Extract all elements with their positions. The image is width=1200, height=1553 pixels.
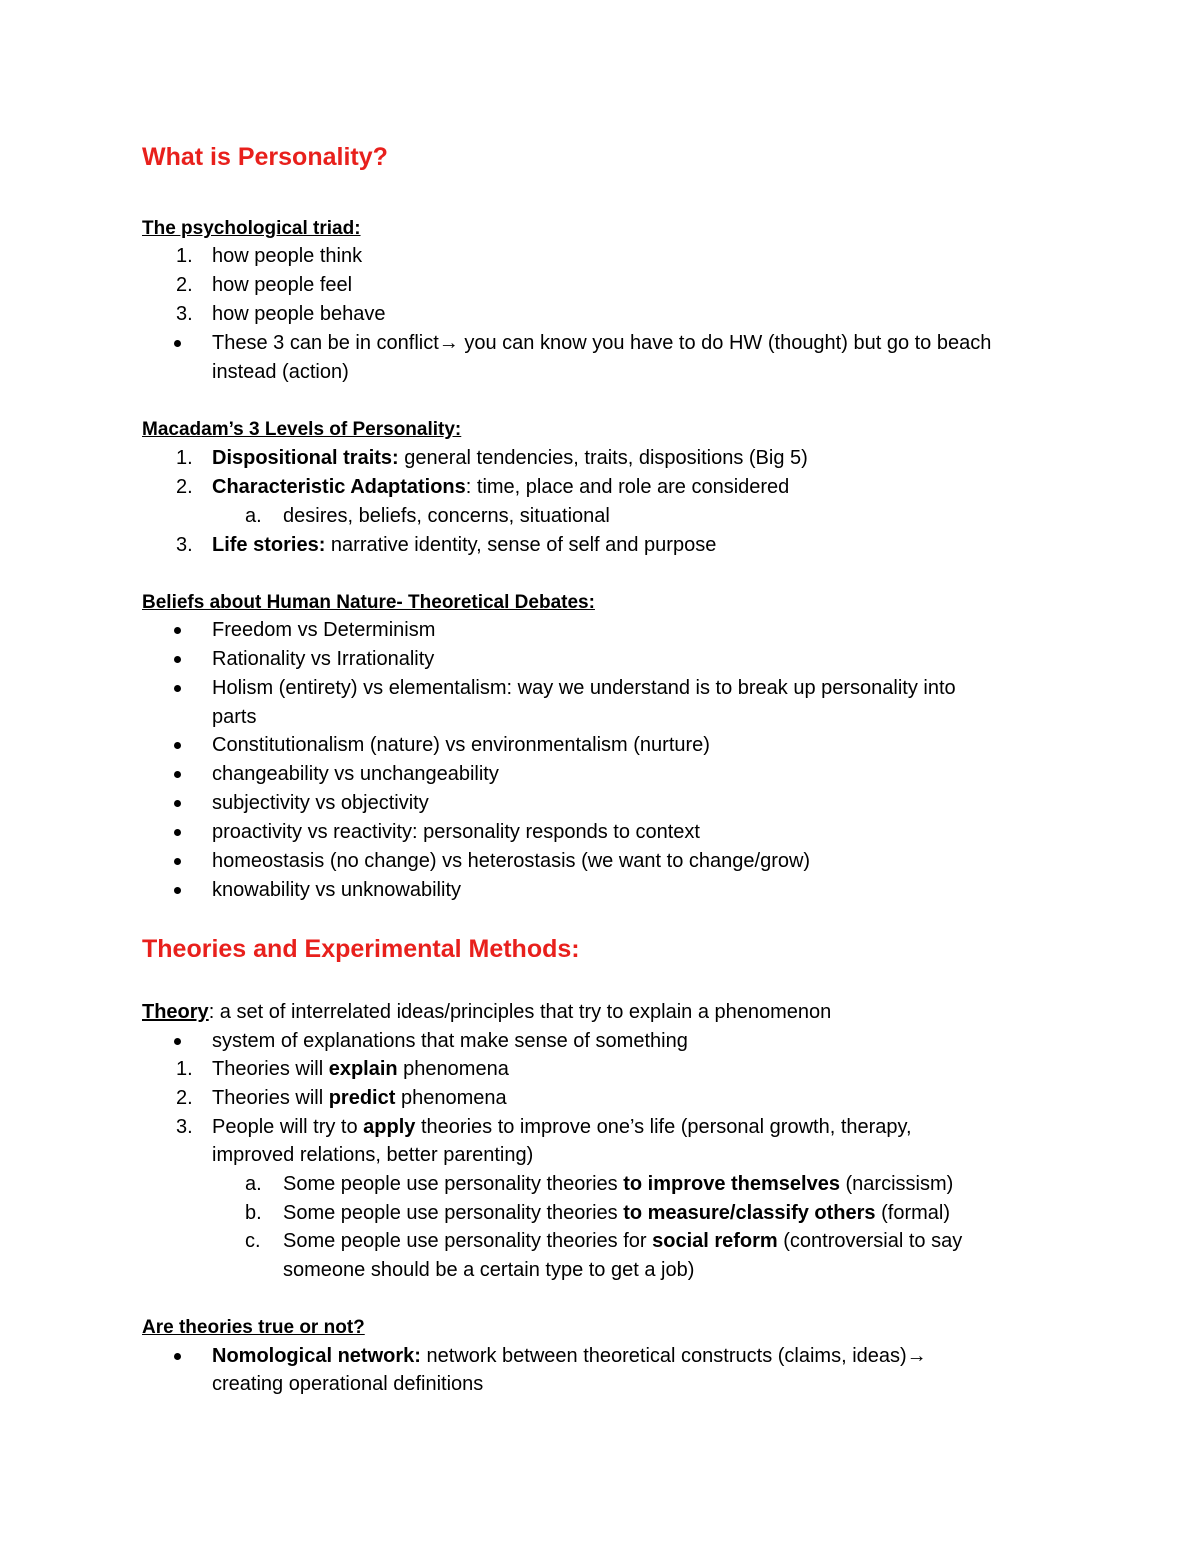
list-item: Rationality vs Irrationality	[212, 648, 435, 670]
list-item: Constitutionalism (nature) vs environmentalism (nurture)	[212, 734, 710, 756]
list-number: 2.	[176, 476, 193, 498]
list-item: changeability vs unchangeability	[212, 763, 499, 785]
bullet-icon	[174, 1038, 181, 1045]
list-number: 2.	[176, 1087, 193, 1109]
list-item: Life stories: narrative identity, sense of self and purpose	[212, 534, 717, 556]
bullet-icon	[174, 742, 181, 749]
list-item: Theories will predict phenomena	[212, 1087, 507, 1109]
list-number: 3.	[176, 1116, 193, 1138]
theory-definition: Theory: a set of interrelated ideas/principles that try to explain a phenomenon	[142, 1001, 832, 1023]
list-item-continuation: improved relations, better parenting)	[212, 1144, 534, 1166]
list-letter: a.	[245, 1173, 262, 1195]
section-title-personality: What is Personality?	[142, 143, 388, 171]
list-letter: a.	[245, 505, 262, 527]
list-item: how people think	[212, 245, 363, 267]
triad-heading: The psychological triad:	[142, 218, 361, 239]
list-item: homeostasis (no change) vs heterostasis (we want to change/grow)	[212, 850, 811, 872]
list-item: subjectivity vs objectivity	[212, 792, 429, 814]
list-item: how people feel	[212, 274, 353, 296]
list-item-continuation: parts	[212, 706, 257, 728]
arrow-icon: →	[438, 332, 459, 354]
truth-heading: Are theories true or not?	[142, 1317, 365, 1338]
bullet-icon	[174, 656, 181, 663]
list-subitem-continuation: someone should be a certain type to get a job)	[283, 1259, 695, 1281]
bullet-icon	[174, 685, 181, 692]
list-number: 2.	[176, 274, 193, 296]
list-item-continuation: instead (action)	[212, 361, 349, 383]
bullet-icon	[174, 800, 181, 807]
list-item: Freedom vs Determinism	[212, 619, 436, 641]
list-item: Holism (entirety) vs elementalism: way we understand is to break up personality into	[212, 677, 956, 699]
list-letter: c.	[245, 1230, 261, 1252]
bullet-icon	[174, 1353, 181, 1360]
bullet-icon	[174, 858, 181, 865]
list-number: 1.	[176, 447, 193, 469]
list-item: These 3 can be in conflict→ you can know you have to do HW (thought) but go to beach	[212, 332, 992, 354]
list-item: proactivity vs reactivity: personality responds to context	[212, 821, 700, 843]
bullet-icon	[174, 829, 181, 836]
arrow-icon: →	[906, 1345, 927, 1367]
list-item-continuation: creating operational definitions	[212, 1373, 484, 1395]
list-item: Dispositional traits: general tendencies, traits, dispositions (Big 5)	[212, 447, 808, 469]
list-number: 1.	[176, 245, 193, 267]
list-subitem: desires, beliefs, concerns, situational	[283, 505, 610, 527]
bullet-icon	[174, 340, 181, 347]
list-item: Characteristic Adaptations: time, place and role are considered	[212, 476, 790, 498]
list-item: how people behave	[212, 303, 386, 325]
list-item: People will try to apply theories to improve one’s life (personal growth, therapy,	[212, 1116, 912, 1138]
list-item: system of explanations that make sense of something	[212, 1030, 688, 1052]
list-number: 3.	[176, 303, 193, 325]
bullet-icon	[174, 887, 181, 894]
beliefs-heading: Beliefs about Human Nature- Theoretical Debates:	[142, 592, 595, 613]
list-subitem: Some people use personality theories for social reform (controversial to say	[283, 1230, 963, 1252]
list-letter: b.	[245, 1202, 262, 1224]
bullet-icon	[174, 771, 181, 778]
list-item: knowability vs unknowability	[212, 879, 462, 901]
list-item: Theories will explain phenomena	[212, 1058, 509, 1080]
list-number: 3.	[176, 534, 193, 556]
list-subitem: Some people use personality theories to improve themselves (narcissism)	[283, 1173, 954, 1195]
levels-heading: Macadam’s 3 Levels of Personality:	[142, 419, 462, 440]
section-title-theories: Theories and Experimental Methods:	[142, 935, 580, 963]
list-subitem: Some people use personality theories to measure/classify others (formal)	[283, 1202, 951, 1224]
list-item: Nomological network: network between theoretical constructs (claims, ideas)→	[212, 1345, 927, 1367]
list-number: 1.	[176, 1058, 193, 1080]
bullet-icon	[174, 627, 181, 634]
